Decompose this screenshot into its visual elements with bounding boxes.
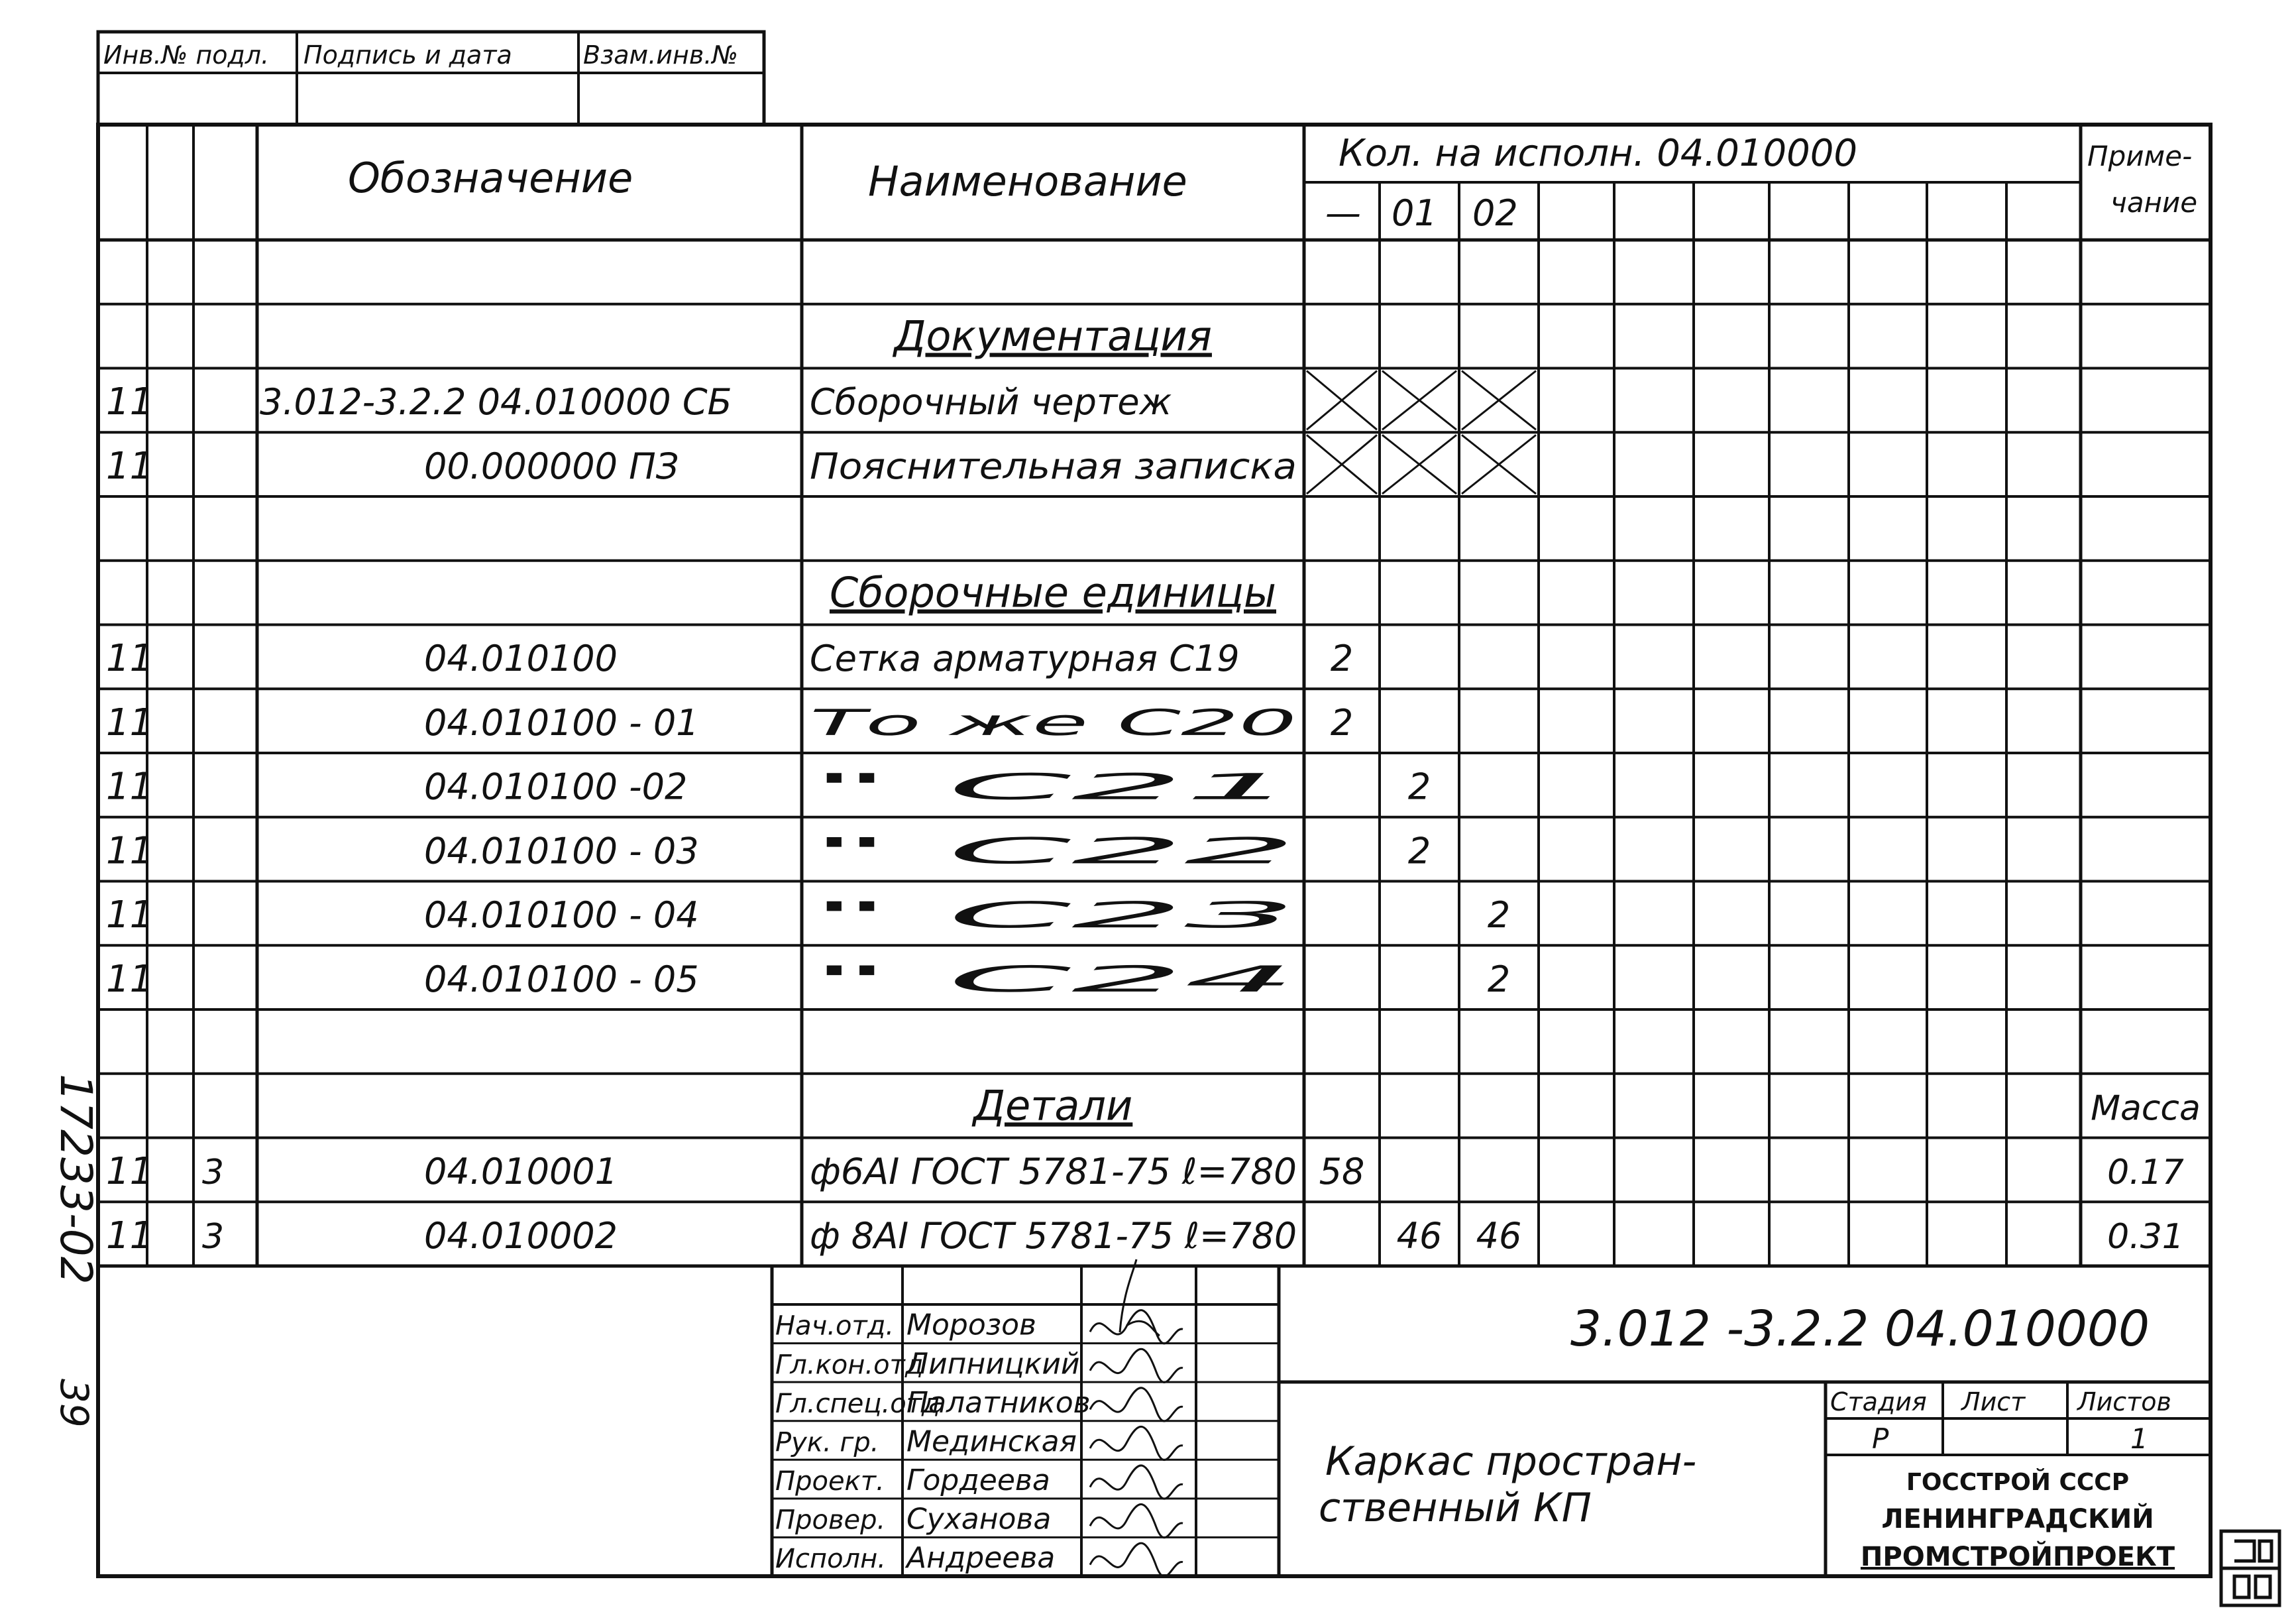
row-note: 0.17 (2107, 1153, 2184, 1193)
table-row (892, 312, 1212, 360)
row-quantity: 58 (1319, 1151, 1365, 1193)
row-note: Масса (2091, 1088, 2201, 1129)
row-designation: 04.010100 - 01 (424, 701, 699, 744)
row-designation: 3.012-3.2.2 04.010000 СБ (260, 381, 732, 424)
table-row (106, 958, 1510, 1001)
signature-role: Гл.спец.отд (775, 1388, 940, 1419)
signature-scribble (1090, 1426, 1183, 1460)
row-format: 11 (106, 829, 154, 873)
section-heading: Детали (973, 1081, 1133, 1130)
signature-row (775, 1503, 1183, 1538)
table-row (106, 766, 1431, 809)
header-exec-col-2: 02 (1472, 192, 1518, 234)
signature-role: Провер. (775, 1505, 886, 1536)
table-row (106, 435, 1536, 494)
row-designation: 04.010100 - 04 (424, 894, 699, 937)
signature-name: Морозов (906, 1308, 1036, 1342)
row-name: " С21 (810, 766, 1297, 808)
row-quantity: 2 (1487, 958, 1511, 1000)
table-row (971, 1081, 2201, 1129)
signature-role: Гл.кон.отд (775, 1350, 924, 1381)
row-name: " С23 (810, 894, 1297, 937)
header-exec-col-1: 01 (1392, 192, 1437, 234)
signature-name: Липницкий (906, 1347, 1080, 1381)
stamp-label-replace: Взам.инв.№ (583, 40, 738, 70)
row-name: ф6АI ГОСТ 5781-75 ℓ=780 (810, 1151, 1297, 1193)
row-format: 11 (106, 380, 154, 424)
row-name: ф 8АI ГОСТ 5781-75 ℓ=780 (810, 1214, 1297, 1257)
stamp-label-signature: Подпись и дата (303, 40, 512, 70)
row-name: То же С20 (810, 701, 1297, 744)
section-heading: Сборочные единицы (829, 568, 1277, 617)
row-format: 11 (106, 701, 154, 744)
row-designation: 00.000000 ПЗ (424, 445, 679, 487)
stage-value: Р (1872, 1422, 1889, 1455)
row-quantity: 2 (1407, 830, 1431, 872)
row-format: 11 (106, 637, 154, 681)
top-stamp (98, 32, 764, 125)
signature-row (775, 1464, 1183, 1499)
row-name: " С22 (810, 830, 1297, 872)
table-row (106, 371, 1536, 430)
table-rows (106, 312, 2201, 1257)
table-row (106, 637, 1353, 680)
table-row (106, 701, 1353, 744)
document-code: 3.012 -3.2.2 04.010000 (1570, 1300, 2150, 1357)
signature-scribble (1090, 1388, 1183, 1421)
signature-name: Мединская (906, 1424, 1077, 1459)
sheets-value: 1 (2130, 1422, 2148, 1455)
table-row (106, 829, 1431, 872)
row-name: Сборочный чертеж (810, 381, 1172, 424)
org-line2: ЛЕНИНГРАДСКИЙ (1881, 1504, 2154, 1534)
row-format: 11 (106, 957, 154, 1001)
header-note-line1: Приме- (2087, 140, 2193, 172)
archive-number: 17233-02 (50, 1074, 101, 1285)
row-name: Пояснительная записка (810, 445, 1297, 487)
header-name: Наименование (868, 157, 1187, 205)
signature-name: Суханова (906, 1502, 1052, 1536)
signature-scribble (1090, 1466, 1183, 1499)
org-line3: ПРОМСТРОЙПРОЕКТ (1860, 1542, 2175, 1572)
org-line1: ГОССТРОЙ СССР (1906, 1469, 2130, 1496)
signature-name: Гордеева (906, 1463, 1050, 1497)
header-note-line2: чание (2110, 186, 2198, 219)
row-quantity: 2 (1330, 638, 1354, 680)
row-format: 11 (106, 444, 154, 488)
row-quantity: 46 (1396, 1214, 1443, 1257)
signature-scribble (1090, 1543, 1183, 1576)
page-number: 39 (52, 1379, 97, 1428)
row-note: 0.31 (2107, 1216, 2184, 1257)
signature-name: Палатников (906, 1385, 1091, 1420)
row-designation: 04.010100 - 05 (424, 958, 699, 1000)
row-quantity: 2 (1487, 894, 1511, 937)
row-format: 11 (106, 1150, 154, 1194)
signature-role: Исполн. (775, 1544, 886, 1575)
row-designation: 04.010100 (424, 638, 618, 680)
product-title-line2: ственный КП (1319, 1485, 1592, 1531)
signature-row (775, 1347, 1183, 1382)
signature-row (775, 1541, 1183, 1576)
signature-scribble (1090, 1349, 1183, 1382)
row-format: 11 (106, 1214, 154, 1257)
sheet-label: Лист (1961, 1387, 2026, 1416)
row-quantity: 46 (1476, 1214, 1522, 1257)
row-position: 3 (202, 1216, 225, 1257)
table-row (106, 1150, 2184, 1193)
row-designation: 04.010002 (424, 1214, 618, 1257)
row-designation: 04.010001 (424, 1151, 618, 1193)
signature-role: Рук. гр. (775, 1427, 879, 1458)
row-name: Сетка арматурная С19 (810, 638, 1240, 680)
row-designation: 04.010100 - 03 (424, 830, 699, 872)
section-heading: Документация (894, 312, 1212, 361)
signature-row (775, 1424, 1183, 1460)
row-designation: 04.010100 -02 (424, 766, 688, 808)
sheets-label: Листов (2077, 1387, 2171, 1416)
margin-annotations (50, 1074, 101, 1428)
table-row (830, 568, 1276, 616)
title-block (772, 1259, 2211, 1576)
signature-row (775, 1386, 1183, 1421)
row-quantity: 2 (1330, 701, 1354, 744)
header-exec-col-0: — (1325, 192, 1361, 234)
signature-scribble (1090, 1505, 1183, 1538)
stage-label: Стадия (1830, 1387, 1927, 1416)
signature-role: Проект. (775, 1466, 885, 1497)
header-exec-title: Кол. на исполн. 04.010000 (1339, 132, 1858, 175)
row-quantity: 2 (1407, 766, 1431, 808)
stamp-label-inv: Инв.№ подл. (103, 40, 270, 70)
header-designation: Обозначение (348, 154, 633, 202)
row-position: 3 (202, 1153, 225, 1193)
table-row (106, 893, 1510, 937)
row-name: " С24 (810, 958, 1297, 1000)
signature-name: Андреева (906, 1541, 1056, 1576)
signature-scribble (1090, 1310, 1183, 1344)
row-format: 11 (106, 893, 154, 937)
format-mark (2221, 1531, 2279, 1605)
table-row (106, 1214, 2184, 1257)
signature-role: Нач.отд. (775, 1310, 895, 1342)
row-format: 11 (106, 765, 154, 809)
product-title-line1: Каркас простран- (1325, 1438, 1697, 1485)
